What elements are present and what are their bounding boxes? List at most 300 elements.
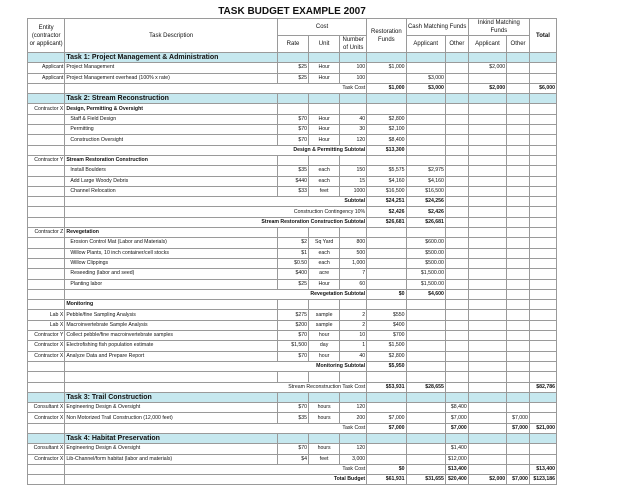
- cell-e: Applicant: [28, 73, 65, 83]
- cell-empty: [529, 176, 556, 186]
- cell-empty: [406, 114, 445, 124]
- cell-label: Total Budget: [65, 475, 367, 485]
- cell-empty: [406, 341, 445, 351]
- cell-empty: [445, 258, 468, 268]
- cell-empty: [507, 104, 530, 114]
- cell-empty: [367, 433, 406, 443]
- cell-ao: $1,400: [445, 444, 468, 454]
- cell-empty: [507, 269, 530, 279]
- cell-empty: [277, 53, 308, 63]
- cell-tot: $13,400: [529, 464, 556, 474]
- cell-empty: [28, 279, 65, 289]
- cell-empty: [28, 145, 65, 155]
- cell-d: Engineering Design & Oversight: [65, 403, 278, 413]
- header-task-description: Task Description: [65, 19, 278, 53]
- cell-n: 40: [340, 351, 367, 361]
- cell-empty: [340, 155, 367, 165]
- cell-empty: [445, 94, 468, 104]
- cell-empty: [28, 433, 65, 443]
- cell-empty: [340, 372, 367, 382]
- cell-empty: [468, 145, 506, 155]
- cell-empty: [529, 289, 556, 299]
- cell-unit: hour: [309, 351, 340, 361]
- subtotal-row: [28, 145, 557, 155]
- cell-d: Collect pebble/fine macroinvertebrate samples: [65, 331, 278, 341]
- cell-empty: [468, 289, 506, 299]
- cell-rate: $70: [277, 444, 308, 454]
- cell-ca: $4,600: [406, 289, 445, 299]
- cell-n: 800: [340, 238, 367, 248]
- cell-empty: [529, 351, 556, 361]
- cell-e: Lab X: [28, 310, 65, 320]
- cell-tot: $123,186: [529, 475, 556, 485]
- cell-ia: $2,000: [468, 83, 506, 93]
- cell-ca: $16,500: [406, 186, 445, 196]
- cell-empty: [65, 372, 278, 382]
- cell-empty: [367, 94, 406, 104]
- cell-ca: $3,000: [406, 83, 445, 93]
- cell-unit: Hour: [309, 63, 340, 73]
- cell-empty: [406, 403, 445, 413]
- subtotal-row: [28, 217, 557, 227]
- cell-rate: $70: [277, 125, 308, 135]
- cell-empty: [406, 300, 445, 310]
- cell-empty: [309, 433, 340, 443]
- table-row: [28, 279, 557, 289]
- cell-empty: [468, 94, 506, 104]
- cell-empty: [468, 372, 506, 382]
- cell-ia: $2,000: [468, 475, 506, 485]
- cell-e: Contractor Y: [28, 155, 65, 165]
- cell-empty: [309, 94, 340, 104]
- cell-n: 2: [340, 320, 367, 330]
- cell-empty: [367, 104, 406, 114]
- cell-empty: [468, 248, 506, 258]
- cell-rate: $33: [277, 186, 308, 196]
- cell-ca: $2,975: [406, 166, 445, 176]
- cell-empty: [529, 413, 556, 423]
- cell-rf: $1,500: [367, 341, 406, 351]
- table-row: [28, 104, 557, 114]
- header-inkind-other: Other: [507, 36, 530, 53]
- cell-ca: $1,500.00: [406, 269, 445, 279]
- cell-empty: [529, 197, 556, 207]
- subtotal-row: [28, 207, 557, 217]
- cell-rf: $550: [367, 310, 406, 320]
- cell-empty: [529, 114, 556, 124]
- cell-empty: [367, 372, 406, 382]
- table-row: [28, 444, 557, 454]
- cell-empty: [529, 145, 556, 155]
- cell-rate: $2: [277, 238, 308, 248]
- cell-empty: [507, 403, 530, 413]
- cell-empty: [507, 53, 530, 63]
- cell-empty: [529, 94, 556, 104]
- cell-empty: [507, 217, 530, 227]
- cell-empty: [309, 155, 340, 165]
- cell-empty: [468, 125, 506, 135]
- cell-d: Willow Plants, 10 inch container/cell stocks: [65, 248, 278, 258]
- cell-empty: [507, 145, 530, 155]
- cell-empty: [406, 135, 445, 145]
- cell-ca: $4,160: [406, 176, 445, 186]
- cell-label: Task Cost: [65, 83, 367, 93]
- cell-empty: [367, 279, 406, 289]
- cell-empty: [507, 289, 530, 299]
- cell-empty: [28, 114, 65, 124]
- cell-empty: [468, 392, 506, 402]
- cell-empty: [529, 372, 556, 382]
- cell-empty: [468, 382, 506, 392]
- cell-empty: [309, 53, 340, 63]
- cell-empty: [28, 382, 65, 392]
- cell-empty: [445, 351, 468, 361]
- cell-empty: [468, 135, 506, 145]
- cell-empty: [406, 372, 445, 382]
- cell-empty: [309, 372, 340, 382]
- cell-io: $7,000: [507, 413, 530, 423]
- task-cost-row: [28, 464, 557, 474]
- cell-rate: $400: [277, 269, 308, 279]
- table-row: [28, 73, 557, 83]
- cell-empty: [529, 444, 556, 454]
- cell-d: Pebble/fine Sampling Analysis: [65, 310, 278, 320]
- cell-n: 1: [340, 341, 367, 351]
- cell-rate: $275: [277, 310, 308, 320]
- cell-empty: [406, 433, 445, 443]
- cell-d: Planting labor: [65, 279, 278, 289]
- cell-empty: [367, 403, 406, 413]
- cell-d: Add Large Woody Debris: [65, 176, 278, 186]
- cell-unit: feet: [309, 454, 340, 464]
- cell-d: Task 1: Project Management & Administration: [65, 53, 278, 63]
- cell-empty: [507, 392, 530, 402]
- cell-empty: [277, 372, 308, 382]
- cell-empty: [468, 341, 506, 351]
- cell-rf: $700: [367, 331, 406, 341]
- cell-d: Design, Permitting & Oversight: [65, 104, 278, 114]
- task-cost-row: [28, 423, 557, 433]
- cell-empty: [445, 217, 468, 227]
- table-row: [28, 269, 557, 279]
- cell-empty: [529, 392, 556, 402]
- cell-ca: $600.00: [406, 238, 445, 248]
- cell-empty: [468, 186, 506, 196]
- cell-empty: [507, 258, 530, 268]
- cell-rf: $7,000: [367, 413, 406, 423]
- cell-n: 15: [340, 176, 367, 186]
- cell-empty: [507, 361, 530, 371]
- header-cash-matching: Cash Matching Funds: [406, 19, 468, 36]
- table-row: [28, 403, 557, 413]
- cell-rate: $440: [277, 176, 308, 186]
- cell-empty: [340, 94, 367, 104]
- table-row: [28, 351, 557, 361]
- cell-empty: [406, 94, 445, 104]
- table-row: [28, 413, 557, 423]
- cell-unit: each: [309, 176, 340, 186]
- cell-ca: $500.00: [406, 258, 445, 268]
- cell-unit: hours: [309, 444, 340, 454]
- cell-empty: [367, 454, 406, 464]
- cell-empty: [529, 53, 556, 63]
- cell-empty: [340, 300, 367, 310]
- cell-n: 120: [340, 444, 367, 454]
- cell-empty: [367, 269, 406, 279]
- cell-empty: [529, 269, 556, 279]
- cell-rf: $53,931: [367, 382, 406, 392]
- cell-n: 10: [340, 331, 367, 341]
- cell-empty: [277, 94, 308, 104]
- cell-empty: [468, 114, 506, 124]
- cell-d: Macroinvertebrate Sample Analysis: [65, 320, 278, 330]
- cell-empty: [406, 454, 445, 464]
- table-row: [28, 166, 557, 176]
- cell-unit: Hour: [309, 125, 340, 135]
- cell-empty: [28, 186, 65, 196]
- cell-empty: [28, 361, 65, 371]
- cell-rate: $25: [277, 73, 308, 83]
- cell-empty: [445, 53, 468, 63]
- cell-empty: [468, 73, 506, 83]
- cell-rate: $70: [277, 351, 308, 361]
- cell-empty: [445, 83, 468, 93]
- cell-empty: [309, 104, 340, 114]
- cell-empty: [309, 228, 340, 238]
- cell-e: Contractor Y: [28, 331, 65, 341]
- cell-ca: $31,655: [406, 475, 445, 485]
- cell-rf: $1,000: [367, 83, 406, 93]
- cell-empty: [445, 289, 468, 299]
- cell-d: Staff & Field Design: [65, 114, 278, 124]
- cell-d: Task 3: Trail Construction: [65, 392, 278, 402]
- cell-unit: acre: [309, 269, 340, 279]
- cell-empty: [445, 382, 468, 392]
- cell-n: 1000: [340, 186, 367, 196]
- cell-empty: [28, 372, 65, 382]
- cell-empty: [445, 63, 468, 73]
- cell-d: Analyze Data and Prepare Report: [65, 351, 278, 361]
- cell-label: Monitoring Subtotal: [65, 361, 367, 371]
- cell-empty: [445, 207, 468, 217]
- table-row: [28, 248, 557, 258]
- subtotal-row: [28, 361, 557, 371]
- cell-empty: [28, 464, 65, 474]
- cell-empty: [445, 186, 468, 196]
- cell-unit: sample: [309, 320, 340, 330]
- cell-rate: $1: [277, 248, 308, 258]
- cell-empty: [28, 135, 65, 145]
- cell-n: 500: [340, 248, 367, 258]
- cell-empty: [445, 125, 468, 135]
- cell-n: 7: [340, 269, 367, 279]
- cell-ia: $2,000: [468, 63, 506, 73]
- table-row: [28, 341, 557, 351]
- table-row: [28, 310, 557, 320]
- cell-empty: [529, 104, 556, 114]
- cell-empty: [507, 73, 530, 83]
- cell-empty: [468, 53, 506, 63]
- cell-empty: [468, 228, 506, 238]
- cell-ao: $8,400: [445, 403, 468, 413]
- cell-unit: Hour: [309, 135, 340, 145]
- header-inkind-applicant: Applicant: [468, 36, 506, 53]
- cell-d: Revegetation: [65, 228, 278, 238]
- cell-empty: [340, 433, 367, 443]
- cell-empty: [28, 94, 65, 104]
- cell-empty: [529, 454, 556, 464]
- cell-rf: $61,931: [367, 475, 406, 485]
- cell-e: Consultant X: [28, 403, 65, 413]
- cell-empty: [507, 454, 530, 464]
- cell-empty: [28, 83, 65, 93]
- cell-empty: [529, 331, 556, 341]
- cell-empty: [28, 217, 65, 227]
- cell-empty: [529, 186, 556, 196]
- cell-empty: [507, 300, 530, 310]
- header-rate: Rate: [277, 36, 308, 53]
- cell-empty: [529, 73, 556, 83]
- cell-empty: [529, 125, 556, 135]
- cell-empty: [468, 444, 506, 454]
- cell-empty: [507, 83, 530, 93]
- cell-label: Task Cost: [65, 423, 367, 433]
- table-row: [28, 228, 557, 238]
- cell-empty: [445, 392, 468, 402]
- cell-rf: $13,300: [367, 145, 406, 155]
- cell-empty: [445, 104, 468, 114]
- cell-empty: [367, 248, 406, 258]
- cell-empty: [468, 320, 506, 330]
- cell-rate: $200: [277, 320, 308, 330]
- cell-d: Monitoring: [65, 300, 278, 310]
- cell-empty: [277, 300, 308, 310]
- cell-empty: [406, 125, 445, 135]
- cell-tot: $82,786: [529, 382, 556, 392]
- task-cost-row: [28, 83, 557, 93]
- cell-empty: [406, 464, 445, 474]
- cell-tot: $21,000: [529, 423, 556, 433]
- cell-n: 150: [340, 166, 367, 176]
- cell-empty: [367, 155, 406, 165]
- table-row: [28, 320, 557, 330]
- cell-n: 3,000: [340, 454, 367, 464]
- cell-rf: $2,800: [367, 351, 406, 361]
- cell-d: Permitting: [65, 125, 278, 135]
- cell-empty: [28, 197, 65, 207]
- cell-n: 200: [340, 413, 367, 423]
- cell-empty: [367, 53, 406, 63]
- cell-empty: [340, 104, 367, 114]
- table-row: [28, 114, 557, 124]
- cell-empty: [529, 361, 556, 371]
- cell-d: Channel Relocation: [65, 186, 278, 196]
- cell-d: Install Boulders: [65, 166, 278, 176]
- cell-e: Contractor X: [28, 104, 65, 114]
- cell-d: Task 4: Habitat Preservation: [65, 433, 278, 443]
- cell-empty: [445, 228, 468, 238]
- cell-n: 100: [340, 73, 367, 83]
- cell-ca: $3,000: [406, 73, 445, 83]
- cell-empty: [529, 63, 556, 73]
- cell-rf: $5,575: [367, 166, 406, 176]
- cell-empty: [445, 341, 468, 351]
- cell-n: 120: [340, 135, 367, 145]
- table-row: [28, 176, 557, 186]
- cell-ca: $28,655: [406, 382, 445, 392]
- cell-empty: [367, 258, 406, 268]
- cell-empty: [445, 238, 468, 248]
- cell-empty: [468, 351, 506, 361]
- cell-empty: [507, 279, 530, 289]
- cell-empty: [468, 279, 506, 289]
- cell-rate: $70: [277, 114, 308, 124]
- table-row: [28, 63, 557, 73]
- cell-empty: [445, 310, 468, 320]
- cell-empty: [507, 248, 530, 258]
- cell-rf: $4,160: [367, 176, 406, 186]
- budget-table: [27, 18, 557, 485]
- cell-empty: [406, 423, 445, 433]
- header-cash-other: Other: [445, 36, 468, 53]
- header-entity: Entity (contractor or applicant): [28, 19, 65, 53]
- cell-unit: each: [309, 166, 340, 176]
- cell-rf: $0: [367, 289, 406, 299]
- cell-empty: [406, 351, 445, 361]
- cell-empty: [28, 166, 65, 176]
- cell-empty: [468, 269, 506, 279]
- cell-empty: [445, 114, 468, 124]
- cell-empty: [507, 207, 530, 217]
- cell-unit: Sq Yard: [309, 238, 340, 248]
- cell-empty: [529, 433, 556, 443]
- cell-unit: each: [309, 258, 340, 268]
- sheet-title: TASK BUDGET EXAMPLE 2007: [218, 6, 366, 17]
- cell-ca: $24,256: [406, 197, 445, 207]
- cell-empty: [445, 279, 468, 289]
- cell-empty: [468, 207, 506, 217]
- cell-empty: [507, 238, 530, 248]
- cell-empty: [28, 53, 65, 63]
- cell-empty: [28, 176, 65, 186]
- table-row: [28, 454, 557, 464]
- cell-ao: $7,000: [445, 413, 468, 423]
- cell-n: 100: [340, 63, 367, 73]
- cell-empty: [507, 228, 530, 238]
- cell-empty: [468, 464, 506, 474]
- cell-unit: hour: [309, 331, 340, 341]
- cell-empty: [507, 372, 530, 382]
- cell-d: Reseeding (labor and seed): [65, 269, 278, 279]
- cell-empty: [468, 166, 506, 176]
- cell-empty: [507, 351, 530, 361]
- cell-empty: [367, 238, 406, 248]
- cell-empty: [507, 197, 530, 207]
- cell-empty: [406, 320, 445, 330]
- cell-empty: [507, 320, 530, 330]
- cell-empty: [277, 433, 308, 443]
- cell-empty: [445, 73, 468, 83]
- task-header-row: [28, 392, 557, 402]
- cell-empty: [406, 155, 445, 165]
- cell-n: 2: [340, 310, 367, 320]
- cell-ca: $2,426: [406, 207, 445, 217]
- cell-empty: [406, 331, 445, 341]
- cell-empty: [507, 186, 530, 196]
- table-row: [28, 331, 557, 341]
- cell-empty: [406, 145, 445, 155]
- cell-empty: [445, 248, 468, 258]
